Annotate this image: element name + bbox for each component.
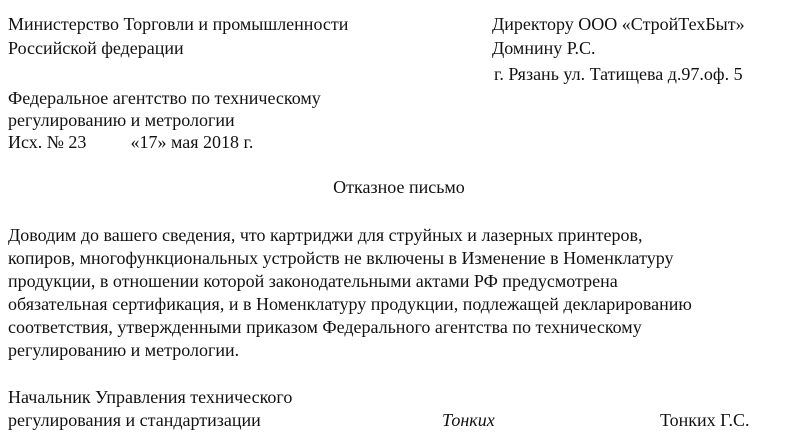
document-title: Отказное письмо	[333, 177, 465, 197]
outgoing-reference	[8, 132, 253, 152]
recipient-line-1: Директору ООО «СтройТехБыт»	[492, 14, 745, 34]
handwritten-signature: Тонких	[442, 410, 495, 430]
body-line: Доводим до вашего сведения, что картриджи для струйных и лазерных принтеров,	[8, 225, 643, 245]
body-line: продукции, в отношении которой законодательными актами РФ предусмотрена	[8, 271, 618, 291]
body-line: копиров, многофункциональных устройств не включены в Изменение в Номенклатуру	[8, 248, 674, 268]
signatory-position-line-2: регулирования и стандартизации	[8, 410, 261, 430]
sender-line-2: Российской федерации	[8, 38, 184, 58]
signatory-name: Тонких Г.С.	[660, 410, 750, 430]
recipient-address: г. Рязань ул. Татищева д.97.оф. 5	[494, 64, 743, 84]
recipient-line-2: Домнину Р.С.	[492, 38, 596, 58]
outgoing-number: Исх. № 23	[8, 132, 87, 152]
agency-line-2: регулированию и метрологии	[8, 110, 235, 130]
outgoing-date: «17» мая 2018 г.	[130, 132, 254, 152]
letter-body	[8, 224, 798, 362]
agency-line-1: Федеральное агентство по техническому	[8, 88, 321, 108]
sender-line-1: Министерство Торговли и промышленности	[8, 14, 349, 34]
body-line: соответствия, утвержденными приказом Федерального агентства по техническому	[8, 317, 642, 337]
signatory-position-line-1: Начальник Управления технического	[8, 387, 293, 407]
body-line: регулированию и метрологии.	[8, 340, 240, 360]
body-line: обязательная сертификация, и в Номенклатуру продукции, подлежащей декларированию	[8, 294, 692, 314]
